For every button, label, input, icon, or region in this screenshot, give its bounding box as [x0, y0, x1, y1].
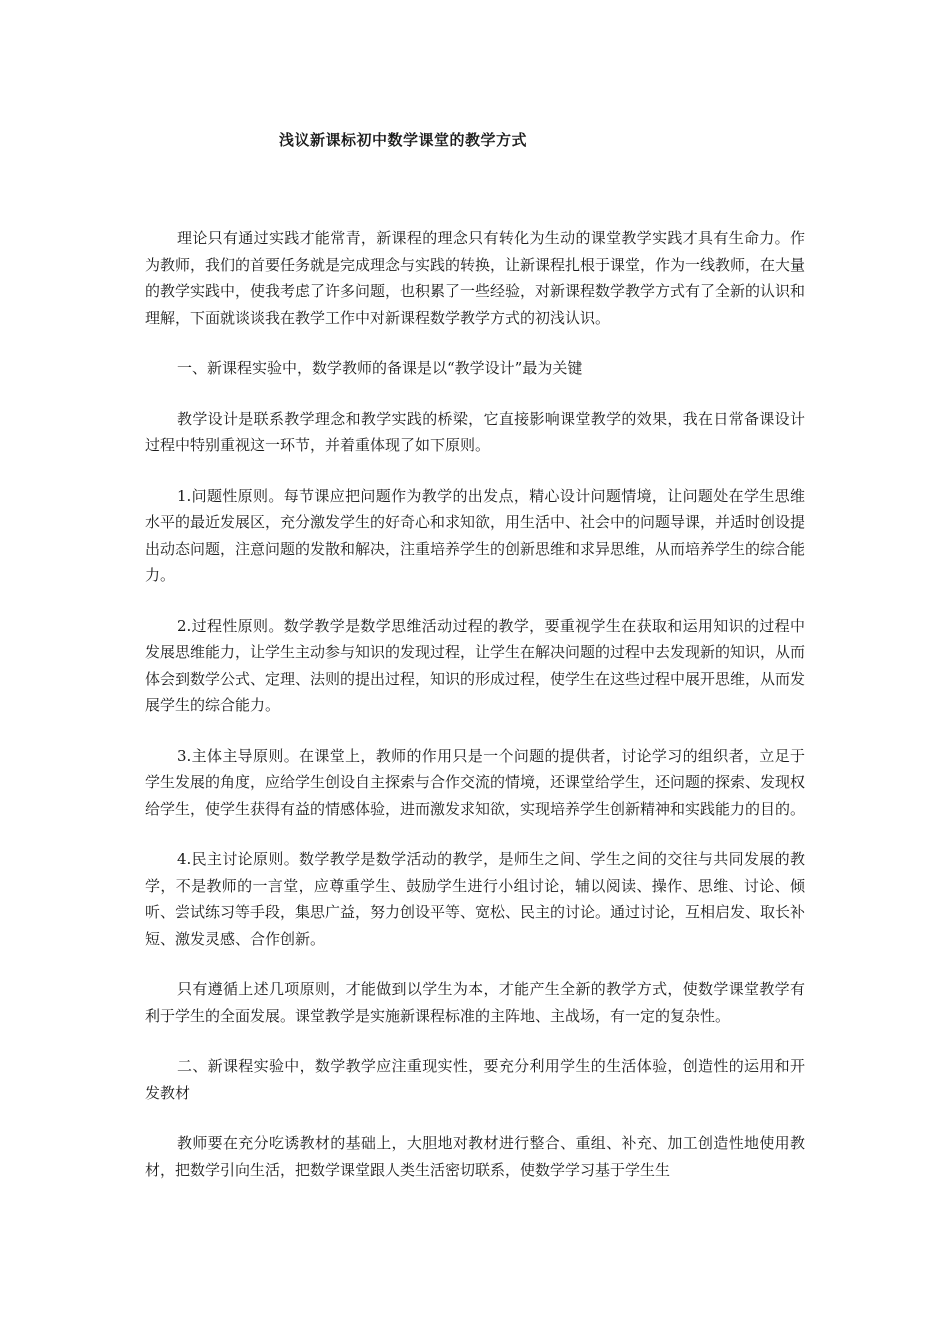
section-heading-2: 二、新课程实验中，数学教学应注重现实性，要充分利用学生的生活体验，创造性的运用和开发教材	[145, 1057, 805, 1102]
paragraph-principle-4: 4.民主讨论原则。数学教学是数学活动的教学，是师生之间、学生之间的交往与共同发展的教学，不是教师的一言堂，应尊重学生、鼓励学生进行小组讨论，辅以阅读、操作、思维、讨论、倾听、尝试练习等手段，集思广益，努力创设平等、宽松、民主的讨论。通过讨论，互相启发、取长补短、激发灵感、合作创新。	[145, 850, 806, 948]
paragraph-teaching-design: 教学设计是联系教学理念和教学实践的桥梁，它直接影响课堂教学的效果，我在日常备课设计过程中特别重视这一环节，并着重体现了如下原则。	[145, 409, 805, 454]
paragraph-textbook-use: 教师要在充分吃诱教材的基础上，大胆地对教材进行整合、重组、补充、加工创造性地使用教材，把数学引向生活，把数学课堂跟人类生活密切联系，使数学学习基于学生生	[145, 1134, 805, 1179]
document-title: 浅议新课标初中数学课堂的教学方式	[279, 131, 528, 149]
section-heading-1: 一、新课程实验中，数学教师的备课是以“教学设计”最为关键	[177, 359, 583, 377]
paragraph-principle-2: 2.过程性原则。数学教学是数学思维活动过程的教学，要重视学生在获取和运用知识的过程中发展思维能力，让学生主动参与知识的发现过程，让学生在解决问题的过程中去发现新的知识，从而体会到数学公式、定理、法则的提出过程，知识的形成过程，使学生在这些过程中展开思维，从而发展学生的综合能力。	[145, 616, 806, 714]
paragraph-principle-3: 3.主体主导原则。在课堂上，教师的作用只是一个问题的提供者，讨论学习的组织者，立足于学生发展的角度，应给学生创设自主探索与合作交流的情境，还课堂给学生，还问题的探索、发现权给学生，使学生获得有益的情感体验，进而激发求知欲，实现培养学生创新精神和实践能力的目的。	[145, 746, 806, 818]
document-body	[145, 225, 805, 1207]
intro-paragraph: 理论只有通过实践才能常青，新课程的理念只有转化为生动的课堂教学实践才具有生命力。作为教师，我们的首要任务就是完成理念与实践的转换，让新课程扎根于课堂，作为一线教师，在大量的教学实践中，使我考虑了许多问题，也积累了一些经验，对新课程数学教学方式有了全新的认识和理解，下面就谈谈我在教学工作中对新课程数学教学方式的初浅认识。	[145, 229, 806, 327]
paragraph-summary: 只有遵循上述几项原则，才能做到以学生为本，才能产生全新的教学方式，使数学课堂教学有利于学生的全面发展。课堂教学是实施新课程标准的主阵地、主战场，有一定的复杂性。	[145, 980, 805, 1025]
paragraph-principle-1: 1.问题性原则。每节课应把问题作为教学的出发点，精心设计问题情境，让问题处在学生思维水平的最近发展区，充分激发学生的好奇心和求知欲，用生活中、社会中的问题导课，并适时创设提出动态问题，注意问题的发散和解决，注重培养学生的创新思维和求异思维，从而培养学生的综合能力。	[145, 486, 806, 584]
